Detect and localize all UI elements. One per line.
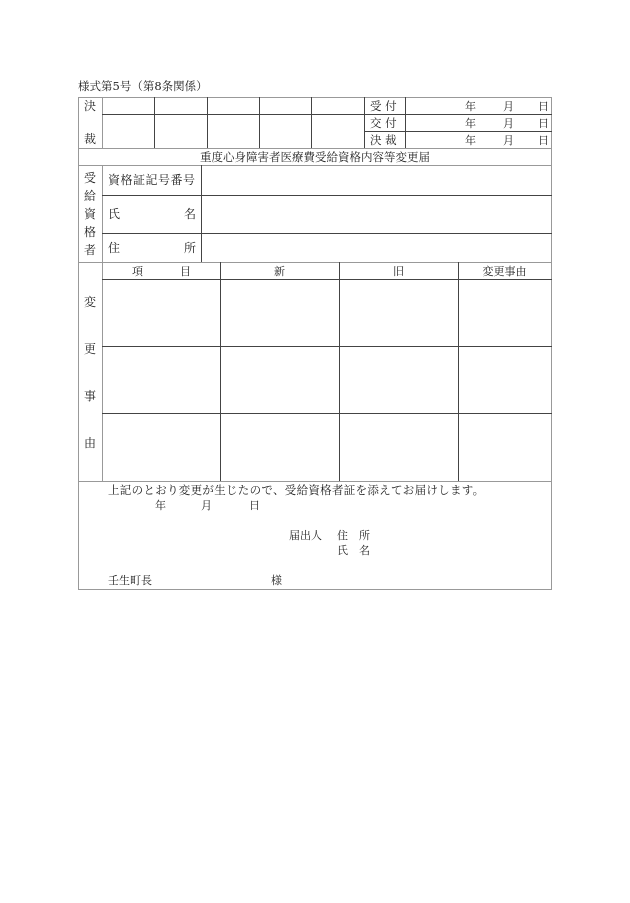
old-cell[interactable]	[340, 414, 458, 481]
form-number: 様式第5号（第8条関係）	[78, 79, 208, 93]
day-label: 日	[538, 134, 549, 147]
day-label: 日	[538, 117, 549, 130]
header-item-right: 目	[180, 265, 191, 278]
day-label: 日	[538, 100, 549, 113]
reason-cell[interactable]	[459, 414, 551, 481]
address-field[interactable]	[202, 234, 551, 262]
new-cell[interactable]	[221, 280, 339, 346]
item-cell[interactable]	[103, 414, 220, 481]
certificate-number-label: 資格証記号番号	[108, 173, 196, 187]
stamp-cell-5[interactable]	[312, 115, 364, 148]
header-old: 旧	[393, 265, 404, 278]
year-label: 年	[465, 117, 476, 130]
address-label-right: 所	[184, 241, 197, 255]
recipient-label-1: 受	[84, 171, 97, 185]
declaration-month-label: 月	[201, 499, 212, 512]
border-bottom	[78, 589, 552, 590]
certificate-number-field[interactable]	[202, 166, 551, 195]
stamp-cell-2[interactable]	[155, 115, 207, 148]
changes-label-1: 変	[84, 295, 97, 309]
changes-label-3: 事	[84, 389, 97, 403]
date-row-label: 交 付	[370, 116, 397, 130]
reason-cell[interactable]	[459, 280, 551, 346]
header-item-left: 項	[132, 265, 143, 278]
stamp-cell-1[interactable]	[103, 115, 154, 148]
header-new: 新	[274, 265, 285, 278]
border-right	[551, 97, 552, 590]
stamp-cell-4-top[interactable]	[260, 98, 311, 114]
new-cell[interactable]	[221, 347, 339, 413]
changes-label-2: 更	[84, 342, 97, 356]
stamp-cell-4[interactable]	[260, 115, 311, 148]
address-label-left: 住	[108, 241, 121, 255]
recipient-label-2: 給	[84, 189, 97, 203]
recipient-label-3: 資	[84, 207, 97, 221]
applicant-name-field[interactable]	[375, 542, 545, 558]
declaration-year-label: 年	[155, 499, 166, 512]
name-label-right: 名	[184, 207, 197, 221]
month-label: 月	[503, 100, 514, 113]
border-left	[78, 97, 79, 590]
old-cell[interactable]	[340, 347, 458, 413]
month-label: 月	[503, 117, 514, 130]
item-cell[interactable]	[103, 280, 220, 346]
reason-cell[interactable]	[459, 347, 551, 413]
old-cell[interactable]	[340, 280, 458, 346]
declaration-statement: 上記のとおり変更が生じたので、受給資格者証を添えてお届けします。	[108, 483, 485, 497]
year-label: 年	[465, 134, 476, 147]
changes-label-4: 由	[84, 436, 97, 450]
name-field[interactable]	[202, 196, 551, 233]
applicant-address-field[interactable]	[375, 527, 545, 543]
applicant-address-label: 住 所	[337, 529, 370, 542]
applicant-name-label: 氏 名	[337, 544, 370, 557]
approval-label-top: 決	[84, 99, 97, 113]
honorific: 様	[271, 574, 282, 587]
recipient-label-5: 者	[84, 243, 97, 257]
applicant-label: 届出人	[289, 529, 322, 542]
stamp-cell-1-top[interactable]	[103, 98, 154, 114]
header-reason: 変更事由	[482, 265, 527, 278]
form-title: 重度心身障害者医療費受給資格内容等変更届	[200, 150, 430, 164]
month-label: 月	[503, 134, 514, 147]
declaration-day-label: 日	[249, 499, 260, 512]
approval-label-bottom: 裁	[84, 132, 97, 146]
stamp-cell-5-top[interactable]	[312, 98, 364, 114]
recipient-label-4: 格	[84, 225, 97, 239]
date-row-label: 受 付	[370, 99, 397, 113]
date-row-label: 決 裁	[370, 133, 397, 147]
addressee: 壬生町長	[108, 574, 152, 587]
item-cell[interactable]	[103, 347, 220, 413]
new-cell[interactable]	[221, 414, 339, 481]
name-label-left: 氏	[108, 207, 121, 221]
stamp-cell-2-top[interactable]	[155, 98, 207, 114]
stamp-cell-3-top[interactable]	[208, 98, 259, 114]
stamp-cell-3[interactable]	[208, 115, 259, 148]
year-label: 年	[465, 100, 476, 113]
